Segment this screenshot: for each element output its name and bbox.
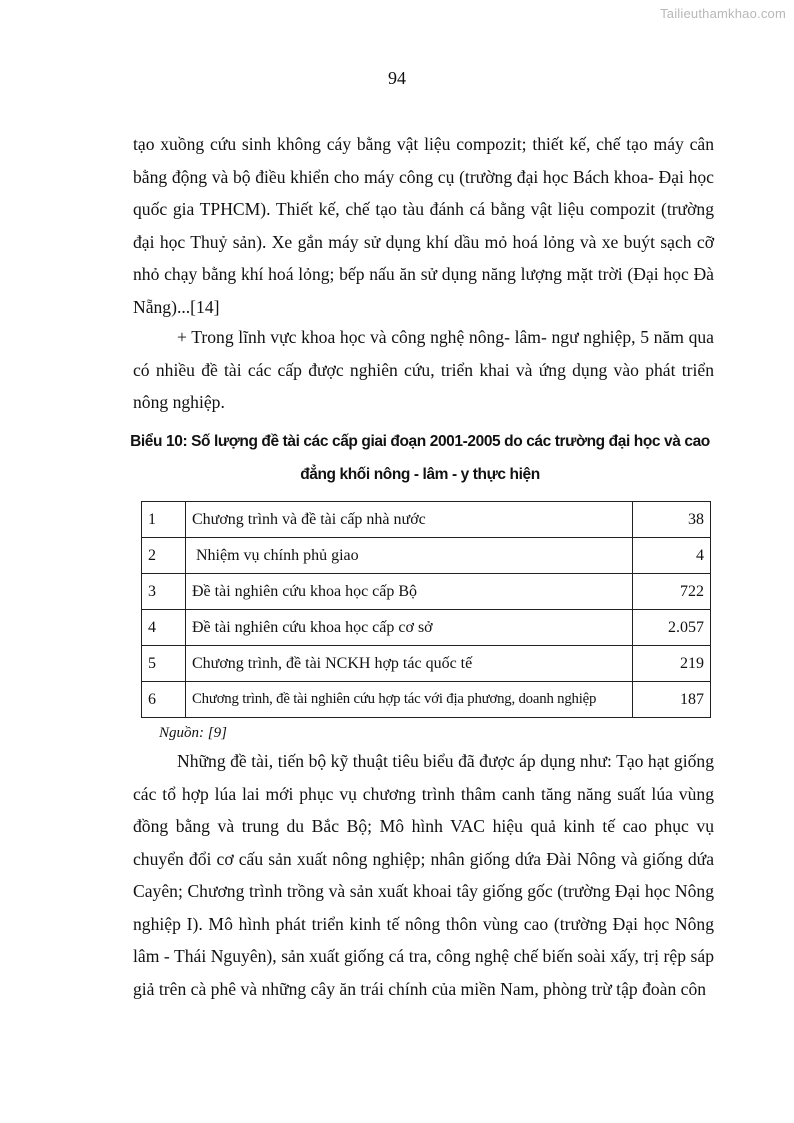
paragraph-1: tạo xuồng cứu sinh không cáy bằng vật liệu compozit; thiết kế, chế tạo máy cân bằng động và bộ điều khiển cho máy công cụ (trường đại học Bách khoa- Đại học quốc gia TPHCM). Thiết kế, chế tạo tàu đánh cá bằng vật liệu compozit (trường đại học Thuỷ sản). Xe gắn máy sử dụng khí dầu mỏ hoá lỏng và xe buýt sạch cỡ nhỏ chạy bằng khí hoá lỏng; bếp nấu ăn sử dụng năng lượng mặt trời (Đại học Đà Nẵng)...[14] xyxy=(133,134,714,317)
paragraph-3: Những đề tài, tiến bộ kỹ thuật tiêu biểu đã được áp dụng như: Tạo hạt giống các tổ hợp lúa lai mới phục vụ chương trình thâm canh tăng năng suất lúa vùng đồng bằng và trung du Bắc Bộ; Mô hình VAC hiệu quả kinh tế cao phục vụ chuyển đổi cơ cấu sản xuất nông nghiệp; nhân giống dứa Đài Nông và giống dứa Cayên; Chương trình trồng và sản xuất khoai tây giống gốc (trường Đại học Nông nghiệp I). Mô hình phát triển kinh tế nông thôn vùng cao (trường Đại học Nông lâm - Thái Nguyên), sản xuất giống cá tra, công nghệ chế biến soài xấy, trị rệp sáp giả trên cà phê và những cây ăn trái chính của miền Nam, phòng trừ tập đoàn côn xyxy=(133,751,714,999)
table-row xyxy=(142,502,711,538)
caption-line-1: Biểu 10: Số lượng đề tài các cấp giai đoạn 2001-2005 do các trường đại học và cao xyxy=(130,433,710,450)
table-row xyxy=(142,574,711,610)
row-value: 2.057 xyxy=(633,610,711,646)
row-description: Đề tài nghiên cứu khoa học cấp cơ sở xyxy=(186,610,633,646)
row-number: 1 xyxy=(142,502,186,538)
table-row xyxy=(142,682,711,718)
row-number: 5 xyxy=(142,646,186,682)
row-value: 187 xyxy=(633,682,711,718)
row-value: 38 xyxy=(633,502,711,538)
row-value: 219 xyxy=(633,646,711,682)
row-description: Chương trình, đề tài nghiên cứu hợp tác với địa phương, doanh nghiệp xyxy=(186,682,633,718)
source-note: Nguồn: [9] xyxy=(159,725,227,741)
row-number: 3 xyxy=(142,574,186,610)
watermark: Tailieuthamkhao.com xyxy=(660,6,786,21)
table-row xyxy=(142,538,711,574)
paragraph-2: + Trong lĩnh vực khoa học và công nghệ nông- lâm- ngư nghiệp, 5 năm qua có nhiều đề tài các cấp được nghiên cứu, triển khai và ứng dụng vào phát triển nông nghiệp. xyxy=(133,327,714,412)
row-number: 6 xyxy=(142,682,186,718)
table-row xyxy=(142,610,711,646)
row-value: 722 xyxy=(633,574,711,610)
row-number: 4 xyxy=(142,610,186,646)
row-value: 4 xyxy=(633,538,711,574)
row-description: Chương trình và đề tài cấp nhà nước xyxy=(186,502,633,538)
table-row xyxy=(142,646,711,682)
row-description: Đề tài nghiên cứu khoa học cấp Bộ xyxy=(186,574,633,610)
row-description: Chương trình, đề tài NCKH hợp tác quốc tế xyxy=(186,646,633,682)
caption-line-2: đẳng khối nông - lâm - y thực hiện xyxy=(300,466,540,483)
data-table xyxy=(141,501,711,718)
row-description: Nhiệm vụ chính phủ giao xyxy=(186,538,633,574)
row-number: 2 xyxy=(142,538,186,574)
page-number: 94 xyxy=(388,68,406,88)
table-caption xyxy=(110,425,730,491)
